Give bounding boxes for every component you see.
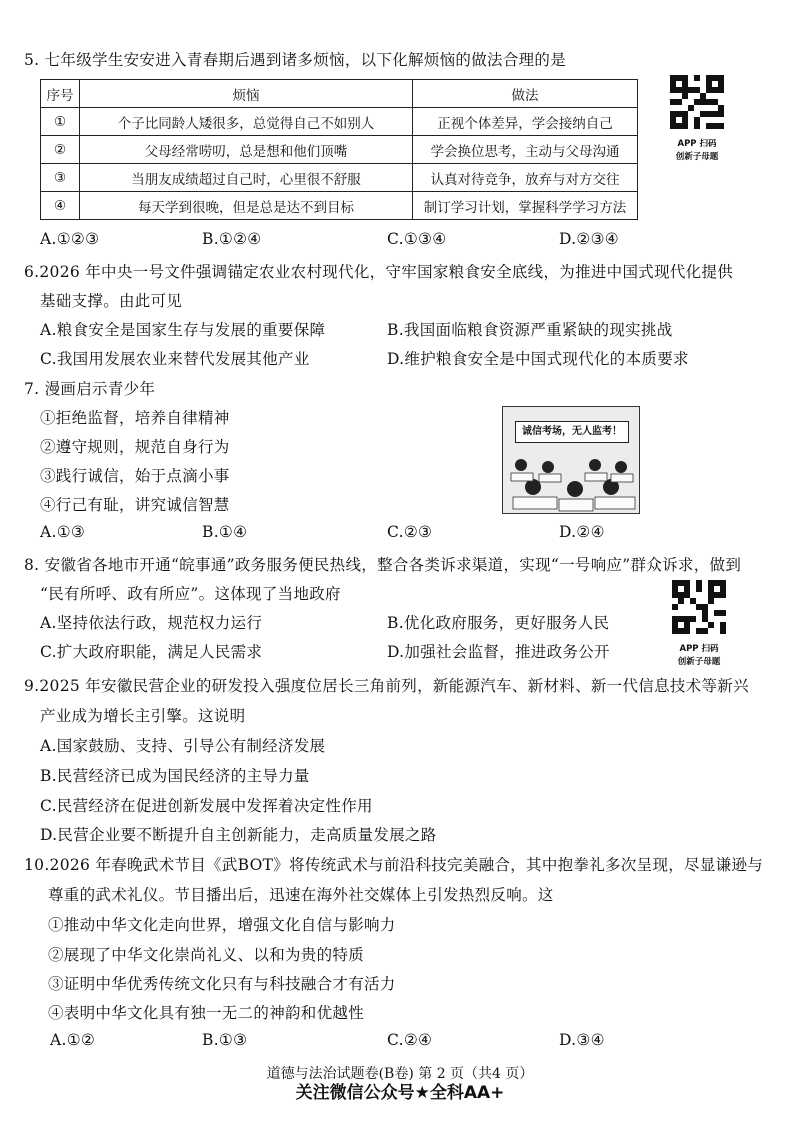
qr-caption-line1: APP 扫码: [677, 139, 717, 149]
option-b[interactable]: B.优化政府服务，更好服务人民: [387, 614, 610, 632]
q6-stem-line2: 基础支撑。由此可见: [40, 292, 183, 310]
page-footer: 道德与法治试题卷(B卷) 第 2 页（共4 页）: [266, 1066, 534, 1082]
option-a[interactable]: A.①③: [40, 523, 86, 541]
q10-item-3: ③证明中华优秀传统文化只有与科技融合才有活力: [48, 975, 396, 993]
q7-stem: 7. 漫画启示青少年: [24, 380, 156, 398]
qr-caption: [660, 138, 734, 164]
q10-item-2: ②展现了中华文化崇尚礼义、以和为贵的特质: [48, 946, 365, 964]
table-cell: 当朋友成绩超过自己时，心里很不舒服: [80, 164, 413, 192]
table-row: [41, 164, 638, 192]
option-d[interactable]: D.加强社会监督，推进政务公开: [387, 643, 610, 661]
q6-stem-line1: 6.2026 年中央一号文件强调锚定农业农村现代化，守牢国家粮食安全底线，为推进中国式现代化提供: [24, 263, 734, 281]
option-c[interactable]: C.扩大政府职能，满足人民需求: [40, 643, 263, 661]
qr-caption-line2: 创新子母题: [677, 657, 721, 667]
option-c[interactable]: C.民营经济在促进创新发展中发挥着决定性作用: [40, 797, 373, 815]
option-c[interactable]: C.①③④: [387, 230, 447, 248]
qr-code-icon[interactable]: [672, 580, 726, 634]
option-a[interactable]: A.国家鼓励、支持、引导公有制经济发展: [40, 737, 326, 755]
table-cell: 正视个体差异，学会接纳自己: [413, 108, 638, 136]
cartoon-banner: 诚信考场，无人监考！: [515, 421, 629, 443]
qr-caption-line2: 创新子母题: [675, 152, 719, 162]
q8-stem-line1: 8. 安徽省各地市开通“皖事通”政务服务便民热线，整合各类诉求渠道，实现“一号响应”群众诉求，做到: [24, 556, 742, 574]
table-cell: 父母经常唠叨，总是想和他们顶嘴: [80, 136, 413, 164]
option-a[interactable]: A.①②: [50, 1031, 96, 1049]
option-a[interactable]: A.坚持依法行政，规范权力运行: [40, 614, 263, 632]
option-d[interactable]: D.②④: [559, 523, 605, 541]
table-cell: ②: [41, 136, 80, 164]
option-d[interactable]: D.②③④: [559, 230, 619, 248]
option-d[interactable]: D.民营企业要不断提升自主创新能力，走高质量发展之路: [40, 826, 437, 844]
q10-stem-line2: 尊重的武术礼仪。节目播出后，迅速在海外社交媒体上引发热烈反响。这: [48, 886, 554, 904]
table-cell: ③: [41, 164, 80, 192]
option-d[interactable]: D.③④: [559, 1031, 605, 1049]
table-header-row: [41, 80, 638, 108]
q9-stem-line2: 产业成为增长主引擎。这说明: [40, 707, 246, 725]
option-d[interactable]: D.维护粮食安全是中国式现代化的本质要求: [387, 350, 689, 368]
q7-item-3: ③践行诚信，始于点滴小事: [40, 467, 230, 485]
q10-item-4: ④表明中华文化具有独一无二的神韵和优越性: [48, 1004, 365, 1022]
qr-caption: [662, 643, 736, 669]
option-c[interactable]: C.②④: [387, 1031, 433, 1049]
option-c[interactable]: C.②③: [387, 523, 433, 541]
q7-item-4: ④行己有耻，讲究诚信智慧: [40, 496, 230, 514]
q5-table: [40, 79, 638, 220]
watermark-banner: 关注微信公众号★全科AA+: [295, 1083, 505, 1103]
table-header: 做法: [413, 80, 638, 108]
option-a[interactable]: A.粮食安全是国家生存与发展的重要保障: [40, 321, 326, 339]
qr-caption-line1: APP 扫码: [679, 644, 719, 654]
table-header: 序号: [41, 80, 80, 108]
option-b[interactable]: B.①③: [202, 1031, 248, 1049]
q8-stem-line2: “民有所呼、政有所应”。这体现了当地政府: [40, 585, 341, 603]
table-row: [41, 108, 638, 136]
q10-item-1: ①推动中华文化走向世界，增强文化自信与影响力: [48, 916, 396, 934]
table-row: [41, 136, 638, 164]
table-header: 烦恼: [80, 80, 413, 108]
option-b[interactable]: B.民营经济已成为国民经济的主导力量: [40, 767, 310, 785]
q7-item-1: ①拒绝监督，培养自律精神: [40, 409, 230, 427]
q5-stem: 5. 七年级学生安安进入青春期后遇到诸多烦恼，以下化解烦恼的做法合理的是: [24, 51, 567, 69]
option-c[interactable]: C.我国用发展农业来替代发展其他产业: [40, 350, 310, 368]
q10-stem-line1: 10.2026 年春晚武术节目《武BOT》将传统武术与前沿科技完美融合，其中抱拳礼多次呈现，尽显谦逊与: [24, 856, 764, 874]
q7-item-2: ②遵守规则，规范自身行为: [40, 438, 230, 456]
q9-stem-line1: 9.2025 年安徽民营企业的研发投入强度位居长三角前列，新能源汽车、新材料、新一代信息技术等新兴: [24, 677, 749, 695]
table-cell: ①: [41, 108, 80, 136]
table-cell: 制订学习计划，掌握科学学习方法: [413, 192, 638, 220]
exam-room-cartoon: [502, 406, 640, 514]
option-b[interactable]: B.我国面临粮食资源严重紧缺的现实挑战: [387, 321, 673, 339]
table-cell: 学会换位思考，主动与父母沟通: [413, 136, 638, 164]
option-b[interactable]: B.①②④: [202, 230, 262, 248]
option-a[interactable]: A.①②③: [40, 230, 100, 248]
table-cell: 每天学到很晚，但是总是达不到目标: [80, 192, 413, 220]
table-cell: 认真对待竞争，放弃与对方交往: [413, 164, 638, 192]
table-row: [41, 192, 638, 220]
table-cell: 个子比同龄人矮很多，总觉得自己不如别人: [80, 108, 413, 136]
table-cell: ④: [41, 192, 80, 220]
qr-code-icon[interactable]: [670, 75, 724, 129]
option-b[interactable]: B.①④: [202, 523, 248, 541]
